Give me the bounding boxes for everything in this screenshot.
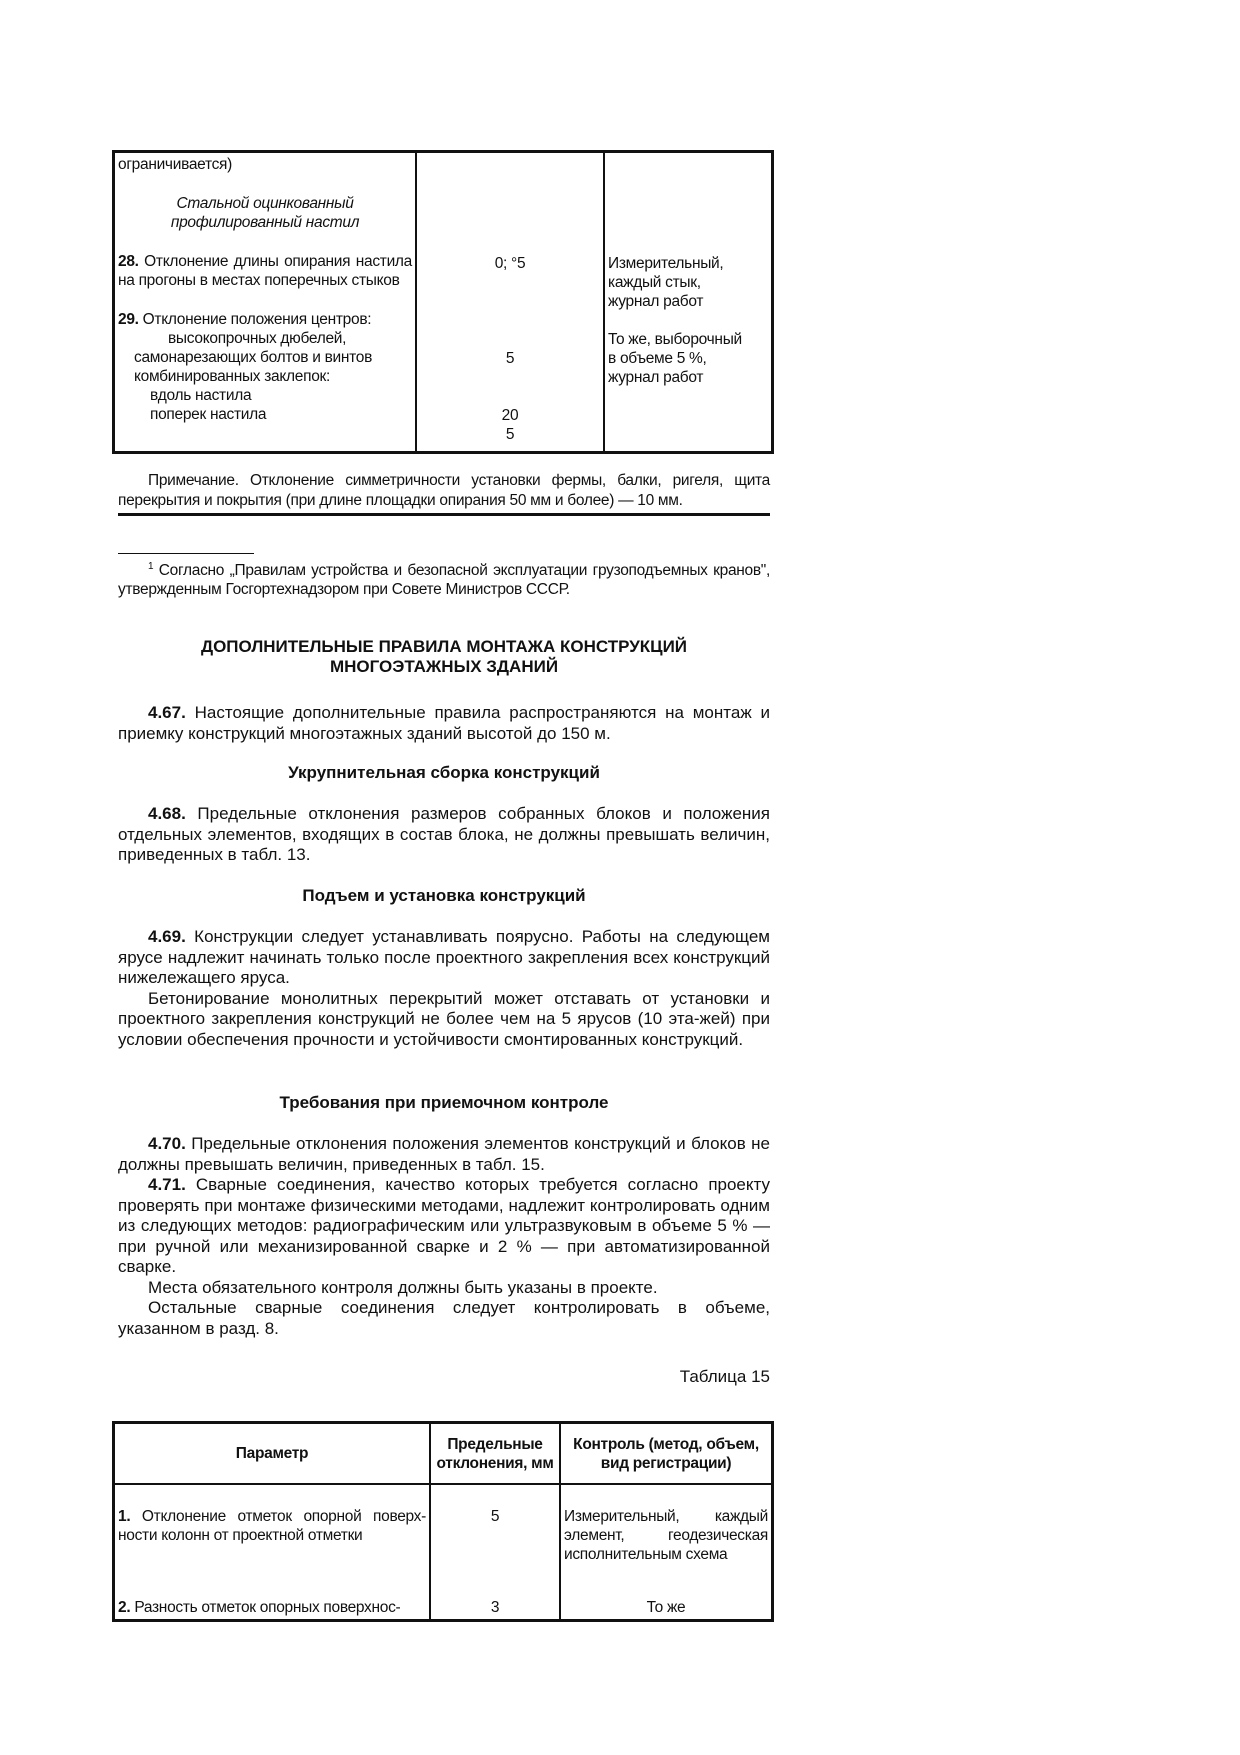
row-value: 3	[430, 1596, 560, 1621]
row-28-value: 0; °5	[494, 255, 526, 272]
row-29-param: 29. Отклонение положения центров: высокопрочных дюбелей, самонарезающих болтов и винтов комбинированных заклепок: вдоль настила поперек настила	[118, 311, 373, 423]
header-control: Контроль (метод, объем, вид регистрации)	[560, 1423, 773, 1485]
continued-text: ограничивается)	[118, 156, 232, 173]
row-29-value-along: 20	[501, 407, 519, 424]
paragraph-4-68: 4.68. Предельные отклонения размеров собранных блоков и положения отдельных элементов, входящих в состав блока, не должны превышать величин, приведенных в табл. 13.	[118, 804, 770, 864]
table-note: Примечание. Отклонение симметричности установки фермы, балки, ригеля, щита перекрытия и покрытия (при длине площадки опирания 50 мм и более) — 10 мм.	[118, 471, 770, 516]
control-column	[604, 152, 773, 453]
row-control: То же	[560, 1596, 773, 1621]
deviation-table-continued	[112, 150, 774, 454]
row-param: 2. Разность отметок опорных поверхнос-	[118, 1599, 401, 1616]
table-15	[112, 1421, 774, 1622]
paragraph-4-67: 4.67. Настоящие дополнительные правила распространяются на монтаж и приемку конструкций многоэтажных зданий высотой до 150 м.	[118, 703, 770, 743]
value-column	[416, 152, 604, 453]
row-28-control: Измерительный, каждый стык, журнал работ	[608, 255, 724, 310]
footnote-divider	[118, 553, 254, 554]
section-heading: ДОПОЛНИТЕЛЬНЫЕ ПРАВИЛА МОНТАЖА КОНСТРУКЦИЙ МНОГОЭТАЖНЫХ ЗДАНИЙ	[200, 637, 688, 676]
row-29-value: 5	[505, 350, 515, 367]
header-param: Параметр	[114, 1423, 431, 1485]
row-29-control: То же, выборочный в объеме 5 %, журнал работ	[608, 331, 742, 386]
row-28-param: 28. Отклонение длины опирания настила на прогоны в местах поперечных стыков	[118, 253, 412, 289]
table-caption: Таблица 15	[679, 1367, 770, 1386]
table-row	[114, 1484, 773, 1596]
row-value: 5	[430, 1484, 560, 1596]
section-title: Стальной оцинкованный профилированный настил	[170, 195, 360, 231]
row-param: 1. Отклонение отметок опорной поверх-ности колонн от проектной отметки	[118, 1508, 426, 1544]
header-deviation: Предельные отклонения, мм	[430, 1423, 560, 1485]
footnote: $^1$ Согласно „Правилам устройства и безопасной эксплуатации грузоподъемных кранов", утвержденным Госгортехнадзором при Совете Министров СССР.	[118, 561, 770, 599]
row-29-value-across: 5	[505, 426, 515, 443]
param-column	[114, 152, 417, 453]
subheading-assembly: Укрупнительная сборка конструкций	[288, 763, 600, 782]
row-control: Измерительный, каждый элемент, геодезическая исполнительным схема	[560, 1484, 773, 1596]
table-row	[114, 1596, 773, 1621]
subheading-acceptance: Требования при приемочном контроле	[279, 1093, 609, 1112]
paragraph-4-70-71: 4.70. Предельные отклонения положения элементов конструкций и блоков не должны превышать величин, приведенных в табл. 15. 4.71. Сварные соединения, качество которых требуется согласно проекту проверять при монтаже физическими методами, надлежит контролировать одним из следующих методов: радиографическим или ультразвуковым в объеме 5 % — при ручной или механизированной сварке и 2 % — при автоматизированной сварке. Места обязательного контроля должны быть указаны в проекте. Остальные сварные соединения следует контролировать в объеме, указанном в разд. 8.	[118, 1134, 770, 1338]
paragraph-4-69: 4.69. Конструкции следует устанавливать поярусно. Работы на следующем ярусе надлежит начинать только после проектного закрепления всех конструкций нижележащего яруса. Бетонирование монолитных перекрытий может отставать от установки и проектного закрепления конструкций не более чем на 5 ярусов (10 эта-жей) при условии обеспечения прочности и устойчивости смонтированных конструкций.	[118, 927, 770, 1049]
subheading-lifting: Подъем и установка конструкций	[302, 886, 586, 905]
